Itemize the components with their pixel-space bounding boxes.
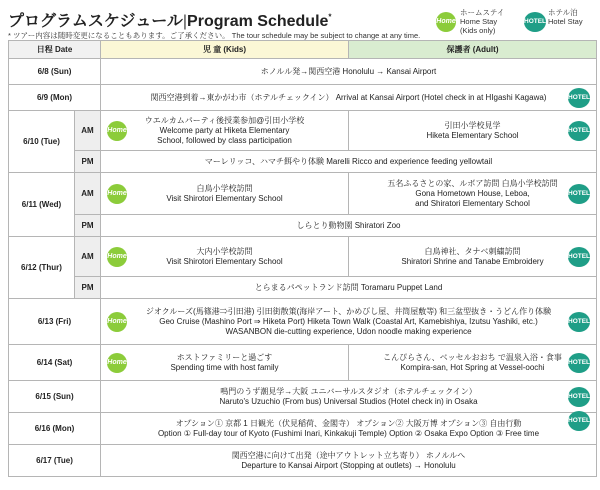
pm-activity: しらとり動物園 Shiratori Zoo — [101, 215, 597, 237]
adult-activity — [349, 237, 597, 277]
page-header — [8, 4, 598, 44]
column-header-date: 日程 Date — [9, 41, 101, 59]
pm-label: PM — [75, 151, 101, 173]
activity-en: Spending time with host family — [170, 362, 279, 372]
activity-en: Visit Shirotori Elementary School — [166, 256, 283, 266]
activity-en: Visit Shirotori Elementary School — [166, 193, 283, 203]
row-date: 6/11 (Wed) — [9, 173, 75, 237]
home-stay-icon: Home — [107, 247, 127, 267]
am-label: AM — [75, 111, 101, 151]
hotel-stay-icon: HOTEL — [568, 121, 590, 141]
table-row — [9, 381, 597, 413]
adult-activity — [349, 173, 597, 215]
hotel-stay-icon: HOTEL — [568, 88, 590, 108]
pm-label: PM — [75, 277, 101, 299]
adult-activity — [349, 345, 597, 381]
activity-ja: こんぴらさん、ベッセルおおち で温泉入浴・食事 — [383, 352, 562, 362]
row-activity: ホノルル発→関西空港 Honolulu → Kansai Airport — [101, 59, 597, 85]
row-activity — [101, 85, 597, 111]
legend-home-stay — [436, 8, 516, 38]
activity-ja: 大内小学校訪問 — [196, 246, 253, 256]
table-row — [9, 59, 597, 85]
activity-ja: 白鳥小学校訪問 — [196, 183, 253, 193]
am-label: AM — [75, 237, 101, 277]
row-date: 6/12 (Thur) — [9, 237, 75, 299]
hotel-stay-icon: HOTEL — [568, 312, 590, 332]
activity-en: Gona Hometown House, Leboa, — [415, 188, 530, 198]
activity-en: Hiketa Elementary School — [426, 130, 519, 140]
legend-home-ja: ホームステイ — [460, 8, 505, 17]
table-row — [9, 151, 597, 173]
table-row — [9, 85, 597, 111]
hotel-stay-icon: HOTEL — [568, 411, 590, 431]
hotel-stay-icon: HOTEL — [568, 184, 590, 204]
column-header-adult: 保護者 (Adult) — [349, 41, 597, 59]
table-header-row — [9, 41, 597, 59]
row-date: 6/14 (Sat) — [9, 345, 101, 381]
activity-en: Geo Cruise (Mashino Port ⇒ Hiketa Port) Hiketa Town Walk (Coastal Art, Kamebishiya, Izutsu Yashiki, etc.) — [159, 316, 538, 326]
am-label: AM — [75, 173, 101, 215]
table-row — [9, 277, 597, 299]
activity-en: WASANBON die-cutting experience, Udon noodle making experience — [225, 326, 472, 336]
activity-text: 関西空港到着→東かがわ市（ホテルチェックイン） Arrival at Kansai Airport (Hotel check in at HIgashi Kagawa) — [150, 92, 547, 102]
row-date: 6/16 (Mon) — [9, 413, 101, 445]
activity-en: Welcome party at Hiketa Elementary — [159, 125, 290, 135]
hotel-stay-icon: HOTEL — [568, 353, 590, 373]
home-stay-icon: Home — [107, 184, 127, 204]
row-activity — [101, 381, 597, 413]
row-date: 6/13 (Fri) — [9, 299, 101, 345]
schedule-note: * ツアー内容は随時変更になることもあります。ご了承ください。 The tour schedule may be subject to change at any time. — [8, 31, 421, 40]
home-stay-icon: Home — [107, 353, 127, 373]
row-date: 6/9 (Mon) — [9, 85, 101, 111]
home-stay-icon: Home — [436, 12, 456, 32]
table-row — [9, 215, 597, 237]
legend-hotel-ja: ホテル泊 — [548, 8, 578, 17]
activity-en: Shiratori Shrine and Tanabe Embroidery — [401, 256, 544, 266]
row-activity — [101, 445, 597, 477]
activity-ja: 関西空港に向けて出発（途中アウトレット立ち寄り） ホノルルへ — [231, 450, 466, 460]
row-activity — [101, 413, 597, 445]
column-header-kids: 児 童 (Kids) — [101, 41, 349, 59]
kids-activity — [101, 173, 349, 215]
table-row — [9, 345, 597, 381]
title-separator: | — [182, 13, 188, 30]
kids-activity — [101, 111, 349, 151]
hotel-stay-icon: HOTEL — [524, 12, 546, 32]
table-row — [9, 237, 597, 277]
activity-en: Kompira-san, Hot Spring at Vessel-oochi — [400, 362, 545, 372]
legend-hotel-stay — [524, 8, 600, 38]
table-row — [9, 299, 597, 345]
activity-ja: ジオクルーズ(馬篠港⇒引田港) 引田街散策(海岸アート、かめびし屋、井筒屋敷等) 和三盆型抜き・うどん作り体験 — [145, 306, 552, 316]
pm-activity: とらまるパペットランド訪問 Toramaru Puppet Land — [101, 277, 597, 299]
row-date: 6/8 (Sun) — [9, 59, 101, 85]
table-row — [9, 445, 597, 477]
home-stay-icon: Home — [107, 312, 127, 332]
activity-ja: オプション① 京都 1 日観光（伏見稲荷、金閣寺） オプション② 大阪万博 オプション③ 自由行動 — [175, 418, 522, 428]
title-japanese: プログラムスケジュール — [8, 13, 183, 30]
table-row — [9, 111, 597, 151]
kids-activity — [101, 345, 349, 381]
activity-en: Option ① Full-day tour of Kyoto (Fushimi Inari, Kinkakuji Temple) Option ② Osaka Expo Option ③ Free time — [157, 428, 540, 438]
activity-ja: ホストファミリーと過ごす — [176, 352, 273, 362]
table-row — [9, 173, 597, 215]
kids-activity — [101, 237, 349, 277]
row-date: 6/10 (Tue) — [9, 111, 75, 173]
row-date: 6/17 (Tue) — [9, 445, 101, 477]
activity-en: Naruto's Uzuchio (From bus) Universal Studios (Hotel check in) in Osaka — [219, 396, 478, 406]
pm-label: PM — [75, 215, 101, 237]
activity-ja: 白鳥神社、タナベ刺繍訪問 — [424, 246, 521, 256]
title-asterisk: * — [328, 12, 332, 22]
activity-ja: 引田小学校見学 — [444, 120, 501, 130]
adult-activity — [349, 111, 597, 151]
legend-home-sub: (Kids only) — [460, 26, 496, 35]
activity-en: Departure to Kansai Airport (Stopping at outlets) → Honolulu — [241, 460, 456, 470]
legend-hotel-en: Hotel Stay — [548, 17, 583, 26]
activity-ja: 鳴門のうず潮見学→大阪 ユニバーサルスタジオ（ホテルチェックイン） — [220, 386, 477, 396]
hotel-stay-icon: HOTEL — [568, 387, 590, 407]
activity-ja: 五名ふるさとの家、ルボア訪問 白鳥小学校訪問 — [387, 178, 558, 188]
row-activity — [101, 299, 597, 345]
activity-en: and Shiratori Elementary School — [415, 198, 530, 208]
home-stay-icon: Home — [107, 121, 127, 141]
activity-ja: ウエルカムパーティ後授業参加@引田小学校 — [144, 115, 305, 125]
page-title — [8, 8, 332, 31]
legend-home-en: Home Stay — [460, 17, 498, 26]
schedule-table — [8, 40, 597, 477]
pm-activity: マーレリッコ、ハマチ餌やり体験 Marelli Ricco and experience feeding yellowtail — [101, 151, 597, 173]
activity-en: School, followed by class participation — [157, 135, 292, 145]
title-english: Program Schedule — [187, 13, 329, 30]
table-row — [9, 413, 597, 445]
hotel-stay-icon: HOTEL — [568, 247, 590, 267]
row-date: 6/15 (Sun) — [9, 381, 101, 413]
